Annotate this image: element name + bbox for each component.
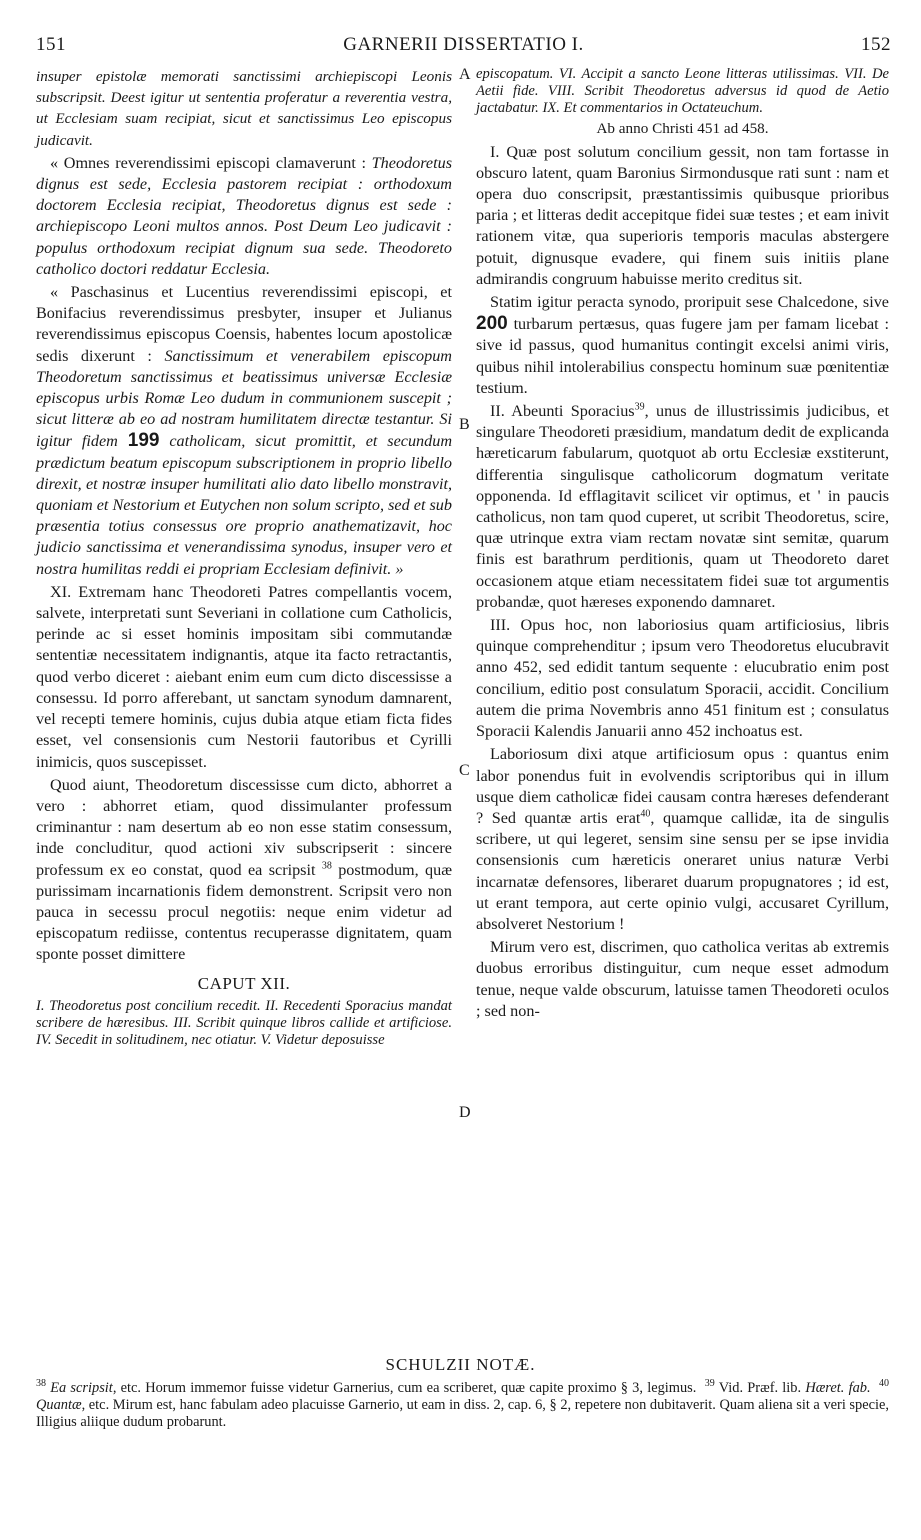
text-run: Quod aiunt, Theodoretum discessisse cum dicto, abhorret a vero : abhorret etiam, quod dissimulanter professum criminantur : nam desertum ab eo non esse statim consessum, inde concluditur, quod actioni xiv subscripserit : sincere professum ex eo constat, quod ea scripsit xyxy=(36,775,452,879)
page-number-right: 152 xyxy=(861,34,891,55)
footnote-number: 39 xyxy=(704,1378,715,1390)
figure-number: 200 xyxy=(476,313,508,335)
text-run: postmodum, quæ purissimam incarnationis fidem demonstrent. Scripsit vero non pauca in secessu procul negotiis: neque enim videtur ad episcopatum rediisse, contentus recuperasse dignitatem, quam sponte posset dimittere xyxy=(36,860,453,964)
text-run: turbarum pertæsus, quas fugere jam per famam licebat : sive id passus, quod humanitus contingit excelsi animi viris, quibus nihil intolerabilius conspectu hominum suæ pœnitentiæ testium. xyxy=(476,315,889,397)
running-title: GARNERII DISSERTATIO I. xyxy=(343,34,584,55)
figure-number: 199 xyxy=(127,430,160,452)
paragraph-section-xi: XI. Extremam hanc Theodoreti Patres compellantis vocem, salvete, interpretati sunt Severiani in collatione cum Catholicis, perinde ac si esset hominis impositam sibi commutandæ sententiæ necessitatem indignantis, atque ita facto retractantis, quod verbo diceret : aiebant enim eum cum dicto discessisse a consessu. Id porro afferebant, ut sanctam synodum damnarent, vel recepti temere hominis, cujus dubia atque etiam ficta fides esset, vel consensionis cum Nestorii fautoribus et Cyrilli inimicis, quos suscepisset. xyxy=(36,582,452,771)
left-column xyxy=(36,66,452,1049)
text-run: , quamque callidæ, ita de singulis scribere, ut qui legeret, sensim sine sensu per se ipse invidia consensionis cum hæreticis oneraret unius naturæ Verbi incarnatæ defensores, liberaret duarum propugnatores ; id est, ut erant tempora, aut certe opinio vulgi, accusaret Cyrillum, absolveret Nestorium ! xyxy=(476,808,890,933)
notes-heading: SCHULZII NOTÆ. xyxy=(385,1355,536,1374)
note-ref[interactable]: 40 xyxy=(640,808,651,820)
paragraph: I. Quæ post solutum concilium gessit, non tam fortasse in obscuro latent, quam Baronius Sirmondusque rati sunt : nam et opera duo conscripsit, præstantissimis quibusque prioribus paria ; et litteras dedit accepitque fidei suæ testes ; et eam inivit rationem vitæ, qua superioris temporis maculas abstergere potuit, dignusque evadere, qui finem suis initiis plane admirandis congruum habuisse merito creditus sit. xyxy=(476,142,889,288)
margin-letter-d: D xyxy=(459,1104,471,1121)
footnote-text: Hæret. fab. xyxy=(805,1380,871,1396)
footnote-text: , etc. Mirum est, hanc fabulam adeo placuisse Garnerio, ut eam in diss. 2, cap. 6, § 2, repetere non dubitaverit. Quam aliena sit a veri specie, Illigius aliique dudum probarunt. xyxy=(36,1397,889,1430)
paragraph xyxy=(36,153,452,280)
chapter-summary: I. Theodoretus post concilium recedit. II. Recedenti Sporacius mandat scribere de hæresibus. III. Scribit quinque libros callide et artificiose. IV. Secedit in solitudinem, nec otiatur. V. Videtur deposuisse xyxy=(36,997,452,1048)
margin-letter-b: B xyxy=(459,416,470,433)
text-run: « Paschasinus et Lucentius reverendissimi episcopi, et Bonifacius reverendissimus presbyter, insuper et Julianus reverendissimus episcopus Coensis, habentes locum apostolicæ sedis dixerunt : xyxy=(36,283,452,365)
right-column xyxy=(476,66,889,1024)
paragraph: III. Opus hoc, non laboriosius quam artificiosius, libris quinque comprehenditur ; ipsum vero Theodoretus elucubravit anno 452, sed edidit tantum sequente : elucubratio enim post concilium, editio post consulatum Sporacii, accidit. Concilium autem die prima Novembris anno 451 finitum est ; consulatus Sporacii Kalendis Januarii anno 452 inchoatus est. xyxy=(476,616,889,741)
margin-letter-a: A xyxy=(459,66,471,83)
text-run: « Omnes reverendissimi episcopi clamaverunt : xyxy=(50,153,366,172)
footnote-lemma: Ea scripsit xyxy=(50,1380,113,1396)
paragraph: Mirum vero est, discrimen, quo catholica veritas ab extremis duobus erroribus distinguitur, cum neque esset admodum tenue, neque valde obscurum, latuisse tamen Theodoreti oculos ; sed non- xyxy=(476,938,889,1020)
paragraph xyxy=(476,292,889,399)
text-run: , unus de illustrissimis judicibus, et singulare Theodoreti præsidium, mandatum dedit de explicanda hæreticarum fabularum, quotquot ab ortu Ecclesiæ exstiterunt, differentia singulisque catholicorum dogmatum veritate opponenda. Id efflagitavit scilicet vir optimus, et ' in paucis catholicus, non tam quod cuperet, ut scribit Theodoretus, scire, quæ utrinque extra viam rectam novatæ sint semitæ, quarum finis est barathrum perditionis, quam ut Theodoreto daret occasionem atque etiam necessitatem fidei suæ tot argumentis probandæ, quot hæreses exponendo damnaret. xyxy=(476,402,889,611)
text-run: II. Abeunti Sporacius xyxy=(490,402,635,421)
running-header xyxy=(36,34,891,60)
paragraph xyxy=(36,775,452,966)
text-run: catholicam, sicut promittit, et secundum prædictum beatum episcopum subscriptionem in proprio libello direxit, et nostræ insuper humilitati alio dato libello monstravit, quoniam et Nestorium et Eutychen non solum scripto, sed et sub præsentia totius consessus ore proprio anathematizavit, hoc judicio sanctissima et venerandissima synodus, insuper vero et nostra humilitas reddi ei propriam Ecclesiam definivit. » xyxy=(36,432,453,578)
text-run: Laboriosum dixi atque artificiosum opus : quantus enim labor ponendus fuit in evolvendis scriptoribus qui in illum usque diem catholicæ fidei causam contra hæreses defenderant ? Sed quantæ artis erat xyxy=(476,745,889,827)
paragraph: insuper epistolæ memorati sanctissimi archiepiscopi Leonis subscripsit. Deest igitur ut sententia proferatur a reverentia vestra, ut Ecclesiam suam recipiat, sicut et sanctissimus Leo episcopus judicavit. xyxy=(36,68,452,149)
paragraph xyxy=(476,744,889,935)
footnote-text: Vid. Præf. lib. xyxy=(718,1380,802,1396)
footnote-number: 40 xyxy=(879,1378,889,1390)
paragraph xyxy=(36,282,452,580)
margin-letter-c: C xyxy=(459,762,470,779)
chapter-summary-continued: episcopatum. VI. Accipit a sancto Leone litteras utilissimas. VII. De Aetii fide. VIII. Scribit Theodoretus adversus id quod de Aetio jactabatur. IX. Et commentarios in Octateuchum. xyxy=(476,66,889,117)
footnote-number: 38 xyxy=(36,1378,46,1390)
text-run: Sanctissimum et venerabilem episcopum Theodoretum sanctissimus et beatissimus universæ Ecclesiæ episcopus urbis Romæ Leo dudum in communionem suscepit ; sicut litteræ ab eo ad nostram humilitatem directæ testantur. Si igitur fidem xyxy=(36,346,452,451)
footnote-lemma: Quantæ xyxy=(36,1397,82,1413)
note-ref[interactable]: 39 xyxy=(634,401,645,413)
paragraph xyxy=(476,401,889,613)
text-run: Theodoretus dignus est sede, Ecclesia pastorem recipiat : orthodoxum doctorem Ecclesia recipiat, Theodoretus dignus est sede : archiepiscopo Leoni multos annos. Post Deum Leo judicavit : populus orthodoxum recipiat dignum sua sede. Theodoreto catholico doctori reddatur Ecclesia. xyxy=(36,153,453,278)
page-number-left: 151 xyxy=(36,34,66,55)
note-ref[interactable]: 38 xyxy=(321,860,332,872)
text-run: Statim igitur peracta synodo, proripuit sese Chalcedone, sive xyxy=(490,293,889,312)
footnote-text: , etc. Horum immemor fuisse videtur Garnerius, cum ea scriberet, quæ capite proximo § 3, legimus. xyxy=(112,1380,697,1396)
chapter-heading: CAPUT XII. xyxy=(197,973,291,993)
year-range: Ab anno Christi 451 ad 458. xyxy=(596,119,769,137)
footnotes xyxy=(36,1380,889,1431)
